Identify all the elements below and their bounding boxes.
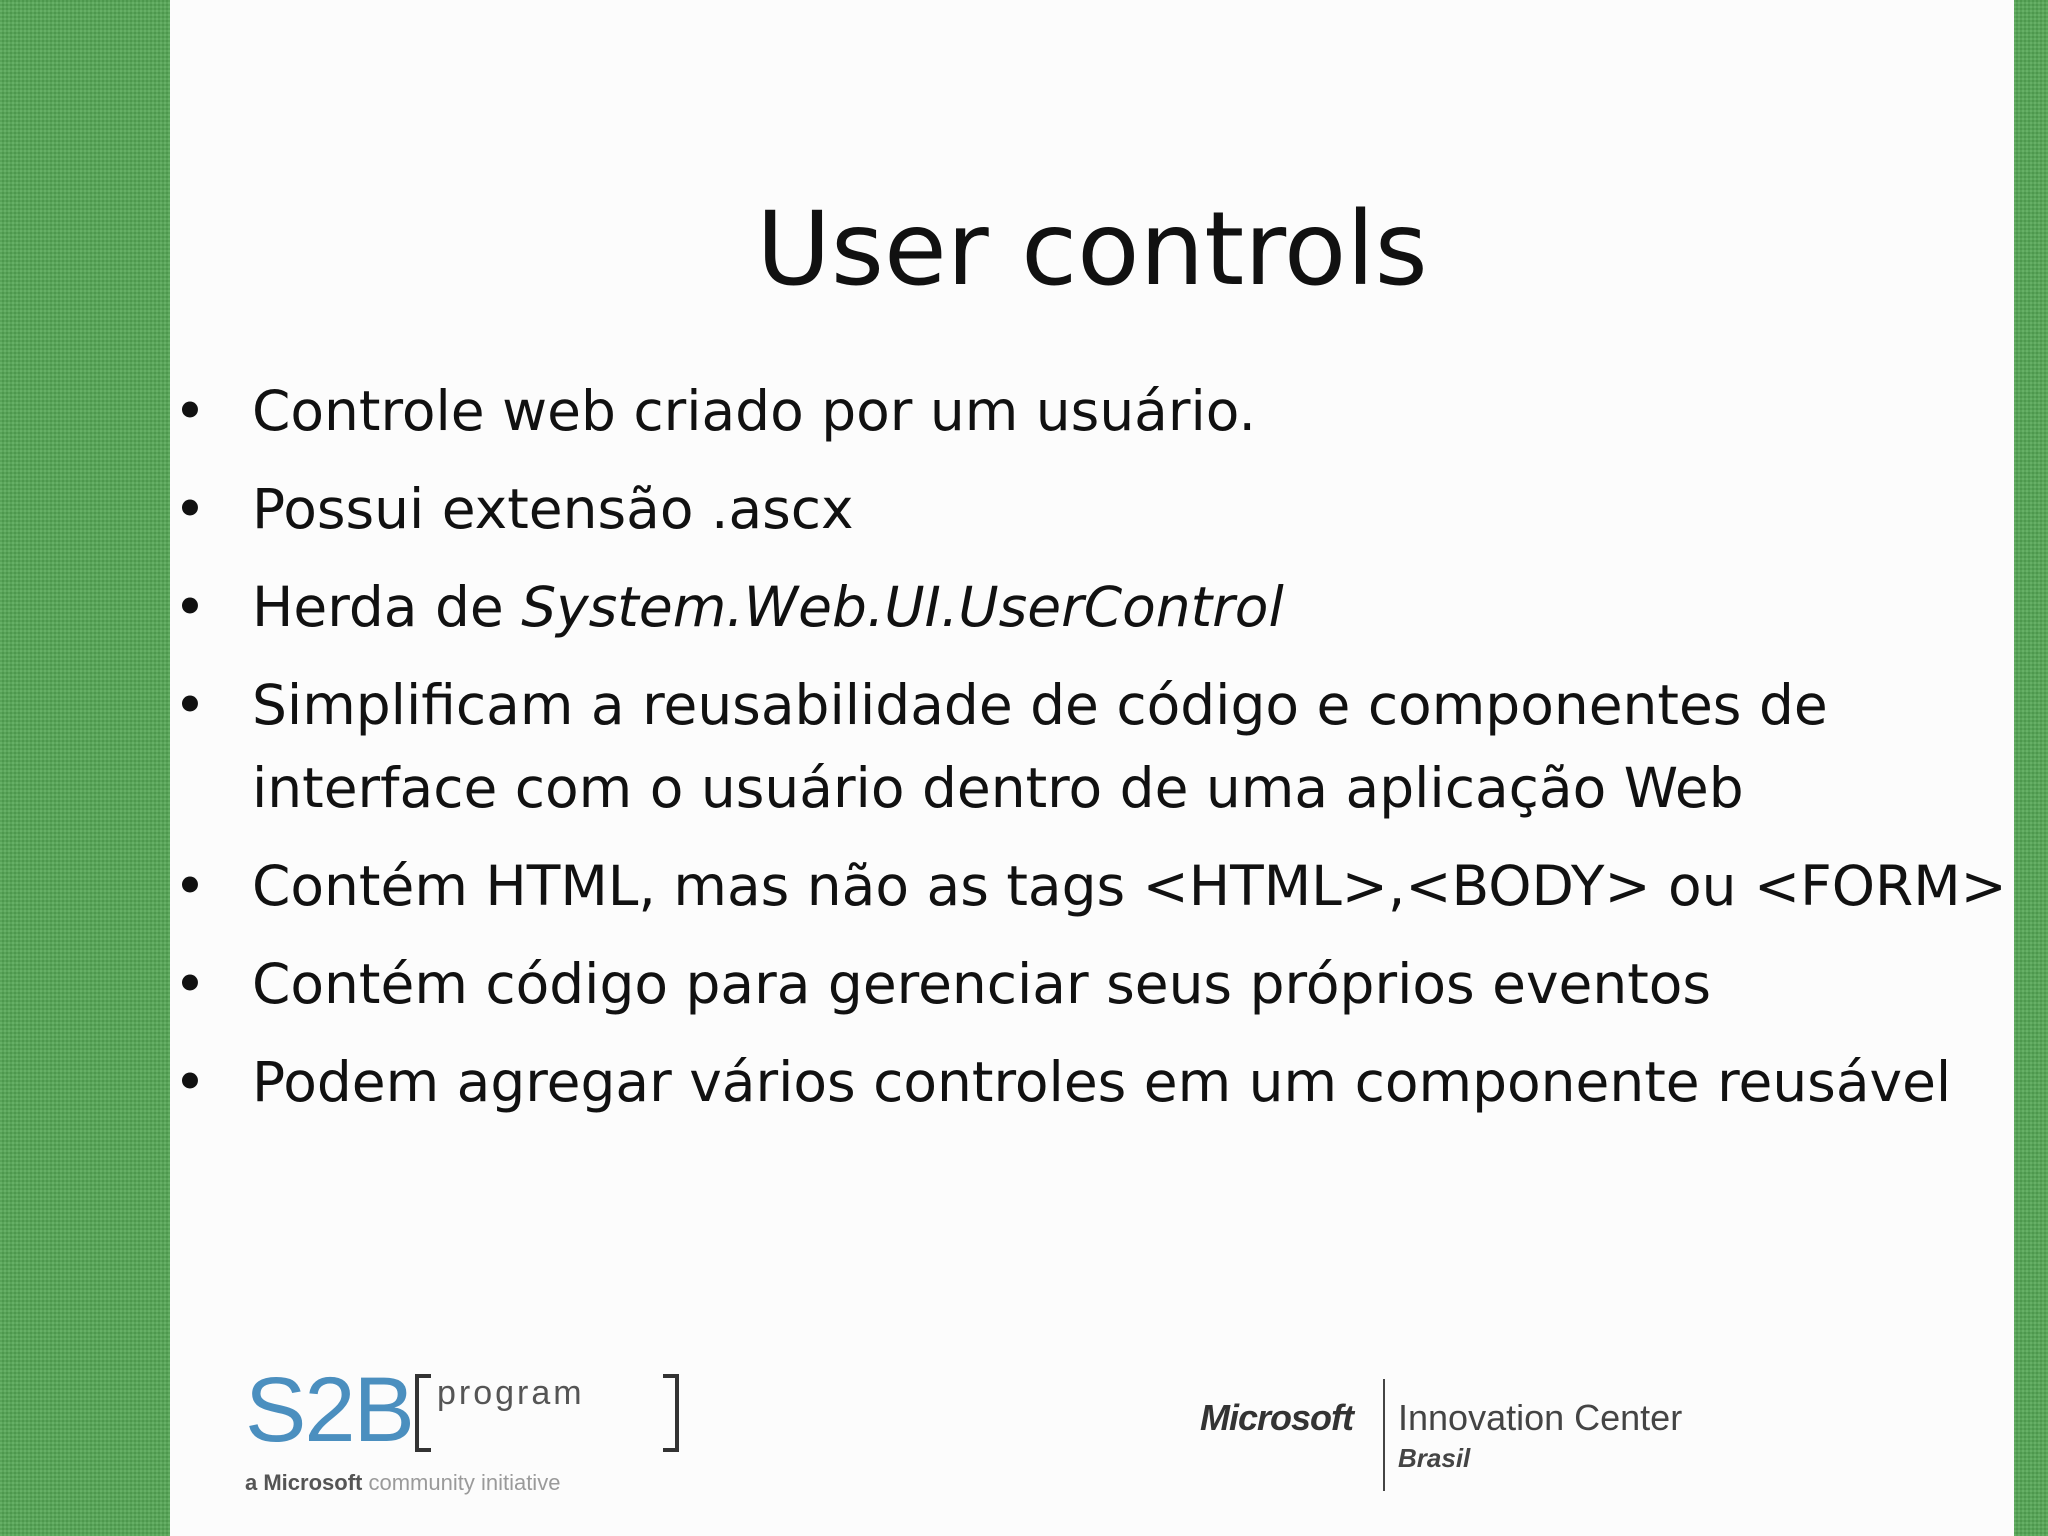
tagline-brand: a Microsoft — [245, 1470, 363, 1495]
brasil-label: Brasil — [1398, 1443, 1471, 1473]
bullet-item — [170, 370, 2010, 453]
microsoft-wordmark: Microsoft — [1200, 1397, 1353, 1438]
program-label: program — [437, 1374, 585, 1412]
left-bracket — [415, 1374, 431, 1452]
bullet-italic-class-name: System.Web.UI.UserControl — [521, 575, 1284, 639]
bullet-dot: • — [173, 575, 207, 639]
bullet-list — [170, 370, 2010, 1139]
bullet-item — [170, 845, 2010, 928]
bullet-item — [170, 943, 2010, 1026]
s2b-program-logo — [245, 1360, 665, 1500]
tagline-rest: community initiative — [362, 1470, 561, 1495]
bullet-text: Simplificam a reusabilidade de código e componentes de interface com o usuário dentro de uma aplicação Web — [252, 673, 1828, 820]
s2b-wordmark: S2B — [245, 1359, 413, 1461]
bullet-item — [170, 1041, 2010, 1124]
bullet-text: Contém código para gerenciar seus próprios eventos — [252, 952, 1712, 1016]
bullet-dot: • — [173, 854, 207, 918]
innovation-center-label: Innovation Center — [1398, 1397, 1683, 1438]
bullet-text: Controle web criado por um usuário. — [252, 379, 1256, 443]
bullet-dot: • — [173, 477, 207, 541]
slide — [170, 0, 2014, 1536]
bullet-text: Possui extensão .ascx — [252, 477, 854, 541]
bullet-item — [170, 566, 2010, 649]
bullet-dot: • — [173, 952, 207, 1016]
logo-divider — [1383, 1379, 1385, 1491]
bullet-dot: • — [173, 1050, 207, 1114]
bullet-text: Podem agregar vários controles em um componente reusável — [252, 1050, 1952, 1114]
bullet-dot: • — [173, 673, 207, 737]
bullet-dot: • — [173, 379, 207, 443]
slide-title: User controls — [756, 190, 1428, 309]
s2b-tagline — [245, 1470, 560, 1496]
bullet-item — [170, 468, 2010, 551]
bullet-text: Herda de — [252, 575, 522, 639]
bullet-text: Contém HTML, mas não as tags <HTML>,<BODY> ou <FORM> — [252, 854, 2007, 918]
right-green-border — [2014, 0, 2048, 1536]
microsoft-innovation-center-logo — [1200, 1375, 1720, 1495]
right-bracket — [663, 1374, 679, 1452]
bullet-item — [170, 664, 2010, 830]
left-green-border — [0, 0, 170, 1536]
